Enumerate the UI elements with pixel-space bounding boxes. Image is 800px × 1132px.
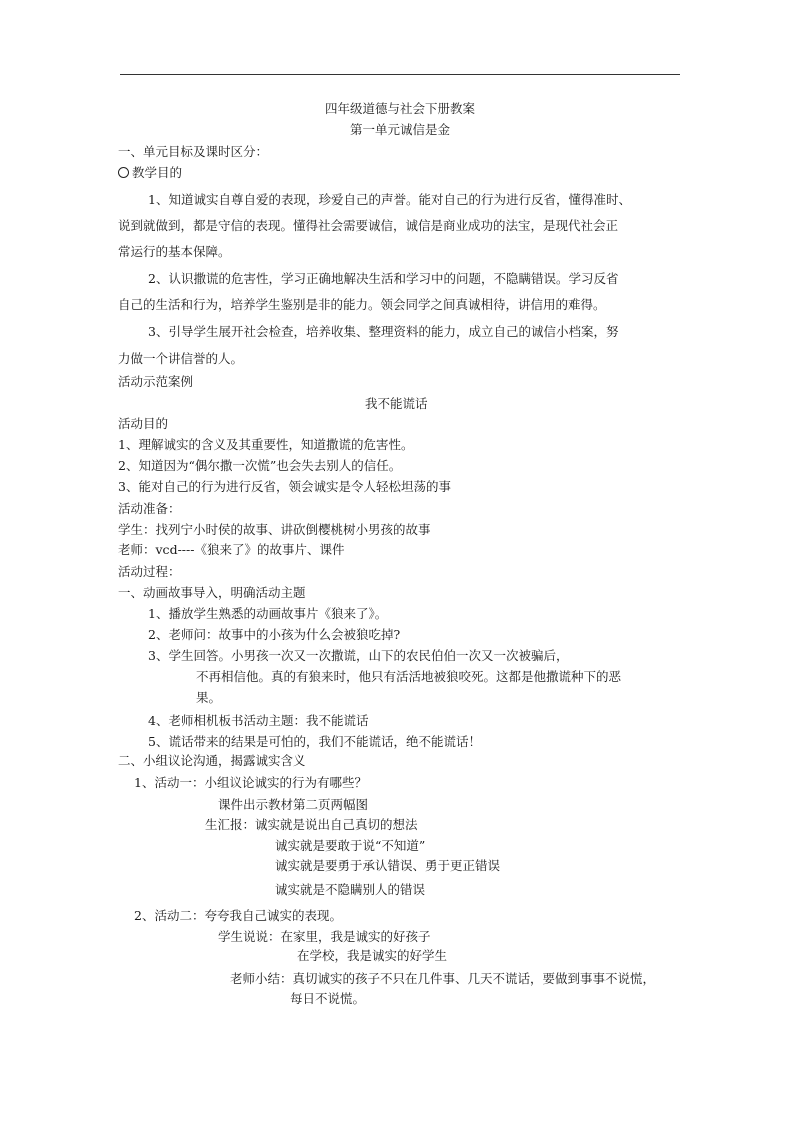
paragraph-line: 力做一个讲信誉的人。 bbox=[118, 351, 244, 366]
paragraph-line: 不再相信他。真的有狼来时，他只有活活地被狼咬死。这都是他撒谎种下的恶 bbox=[196, 669, 622, 684]
paragraph-line: 诚实就是要勇于承认错误、勇于更正错误 bbox=[275, 858, 501, 873]
paragraph-line: 2、认识撒谎的危害性，学习正确地解决生活和学习中的问题，不隐瞒错误。学习反省 bbox=[148, 271, 619, 286]
process-label: 活动过程： bbox=[118, 564, 181, 579]
paragraph-line: 每日不说慌。 bbox=[290, 991, 366, 1006]
list-item: 4、老师相机板书活动主题：我不能谎话 bbox=[148, 713, 369, 728]
paragraph-line: 诚实就是要敢于说“不知道” bbox=[275, 838, 426, 853]
unit-title: 第一单元诚信是金 bbox=[349, 122, 450, 137]
list-item: 2、老师问：故事中的小孩为什么会被狼吃掉? bbox=[148, 627, 401, 642]
prep-label: 活动准备： bbox=[118, 501, 181, 516]
prep-teacher: 老师：vcd----《狼来了》的故事片、课件 bbox=[118, 542, 345, 557]
list-item: 3、能对自己的行为进行反省，领会诚实是令人轻松坦荡的事 bbox=[118, 479, 451, 494]
teaching-goal-label: 教学目的 bbox=[118, 165, 182, 181]
paragraph-line: 说到就做到，都是守信的表现。懂得社会需要诚信，诚信是商业成功的法宝，是现代社会正 bbox=[118, 218, 619, 233]
paragraph-line: 3、引导学生展开社会检查，培养收集、整理资料的能力，成立自己的诚信小档案，努 bbox=[148, 324, 619, 339]
list-item: 1、活动一：小组议论诚实的行为有哪些？ bbox=[134, 775, 367, 790]
list-item: 1、理解诚实的含义及其重要性，知道撒谎的危害性。 bbox=[118, 437, 414, 452]
list-item: 2、知道因为“偶尔撒一次慌”也会失去别人的信任。 bbox=[118, 458, 402, 473]
document-title: 四年级道德与社会下册教案 bbox=[324, 101, 475, 116]
header-rule bbox=[120, 74, 680, 75]
paragraph-line: 自己的生活和行为，培养学生鉴别是非的能力。领会同学之间真诚相待，讲信用的难得。 bbox=[118, 297, 606, 312]
paragraph-line: 常运行的基本保障。 bbox=[118, 244, 231, 259]
step-heading: 二、小组议论沟通，揭露诚实含义 bbox=[118, 753, 306, 768]
activity-goal-label: 活动目的 bbox=[118, 416, 169, 431]
section-heading: 一、单元目标及课时区分： bbox=[118, 144, 269, 159]
paragraph-line: 课件出示教材第二页两幅图 bbox=[218, 797, 369, 812]
step-heading: 一、动画故事导入，明确活动主题 bbox=[118, 585, 306, 600]
prep-student: 学生：找列宁小时侯的故事、讲砍倒樱桃树小男孩的故事 bbox=[118, 522, 431, 537]
list-item: 1、播放学生熟悉的动画故事片《狼来了》。 bbox=[148, 606, 388, 621]
paragraph-line: 果。 bbox=[196, 690, 222, 705]
paragraph-line: 生汇报：诚实就是说出自己真切的想法 bbox=[205, 817, 418, 832]
paragraph-line: 诚实就是不隐瞒别人的错误 bbox=[275, 882, 426, 897]
paragraph-line: 1、知道诚实自尊自爱的表现，珍爱自己的声誉。能对自己的行为进行反省，懂得准时、 bbox=[148, 192, 631, 207]
lesson-title: 我不能谎话 bbox=[365, 396, 428, 411]
list-item: 5、谎话带来的结果是可怕的，我们不能谎话，绝不能谎话！ bbox=[148, 734, 481, 749]
paragraph-line: 在学校，我是诚实的好学生 bbox=[297, 948, 448, 963]
list-item: 2、活动二：夸夸我自己诚实的表现。 bbox=[134, 908, 342, 923]
list-item: 3、学生回答。小男孩一次又一次撒谎，山下的农民伯伯一次又一次被骗后， bbox=[148, 648, 569, 663]
paragraph-line: 学生说说：在家里，我是诚实的好孩子 bbox=[218, 929, 431, 944]
circle-bullet-icon bbox=[118, 167, 129, 178]
paragraph-line: 老师小结：真切诚实的孩子不只在几件事、几天不谎话，要做到事事不说慌， bbox=[230, 971, 656, 986]
example-label: 活动示范案例 bbox=[118, 374, 194, 389]
